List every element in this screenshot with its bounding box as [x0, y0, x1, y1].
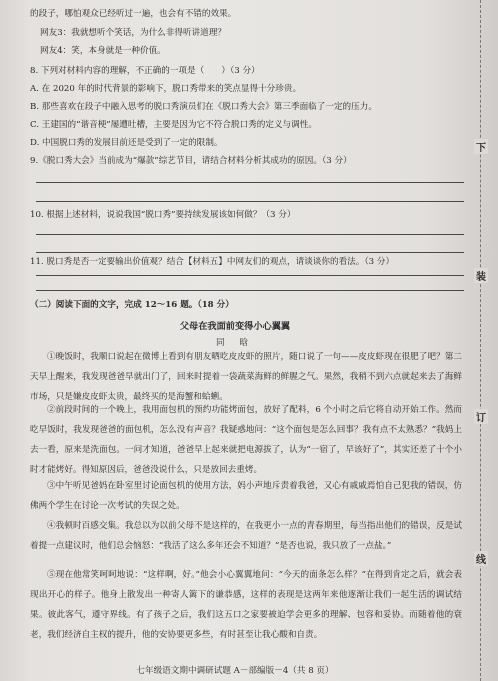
- question-8: 8. 下列对材料内容的理解，不正确的一项是（ ）（3 分）: [30, 66, 260, 76]
- binding-mark-xia: 下: [474, 139, 488, 154]
- article-paragraph-4: ④我顿时百感交集。我总以为以前父母不是这样的，在我更小一点的青春期里，每当指出他们的错误，反是试着提一点建议时，他们总会恼怒：“我活了这么多年还会不知道？”是否也说，我只放了一点盐。”: [30, 521, 462, 551]
- question-8-option-a: A. 在 2020 年的时代背景的影响下，脱口秀带来的笑点显得十分珍贵。: [30, 84, 302, 94]
- material-line-1: 的段子，哪怕观众已经听过一遍，也会有不错的效果。: [30, 9, 237, 19]
- answer-line[interactable]: [36, 290, 464, 291]
- article-paragraph-5: ⑤现在他常笑呵呵地说：“这样啊，好。”他会小心翼翼地问：“今天的面条怎么样？”在得到肯定之后，就会表现出开心的样子。他身上散发出一种寄人篱下的谦恭感，这样的表现是这两年来他逐渐让我们一起生活的调试结果。彼此客气，遵守界线。有了孩子之后，我们这五口之家要被迫学会更多的理解、包容和妥协。而随着他的衰老，我们经济自主权的提升，他的安协要更多些，有时甚至让我心酸和自责。: [30, 570, 462, 640]
- binding-line: [480, 0, 481, 681]
- question-8-option-c: C. 王建国的“谐音梗”屡遭吐槽，主要是因为它不符合脱口秀的定义与调性。: [30, 120, 317, 130]
- question-8-option-b: B. 那些喜欢在段子中融入思考的脱口秀演员们在《脱口秀大会》第三季面临了一定的压力。: [30, 102, 377, 112]
- question-8-option-d: D. 中国脱口秀的发展目前还是受到了一定的限制。: [30, 138, 223, 148]
- binding-mark-zhuang: 装: [474, 268, 488, 283]
- material-line-2: 网友3：我就想听个笑话，为什么非得听讲道理？: [40, 28, 226, 38]
- question-9: 9.《脱口秀大会》当前成为“爆款”综艺节目，请结合材料分析其成功的原因。（3 分）: [30, 156, 352, 166]
- answer-line[interactable]: [36, 252, 464, 253]
- article-author: 同 晗: [216, 338, 254, 348]
- article-title: 父母在我面前变得小心翼翼: [179, 321, 291, 332]
- answer-line[interactable]: [36, 201, 464, 202]
- article-paragraph-2: ②前段时间的一个晚上，我用面包机的预约功能烤面包，放好了配料，6 个小时之后它将自动开始工作。然而吃早饭时，我发现爸爸的面包机，怎么没有声音？我疑惑地问：“这个面包是怎么回事？我有点不太熟悉？”我妈上去一看，原来是洗面包。一问才知道，爸爸早上起来就把电源拔了，认为“一宿了，早该好了”，其实还差了十个小时才能烤好。得知原因后，爸爸没说什么，只是放回去重烤。: [30, 405, 462, 475]
- question-11: 11. 脱口秀是否一定要输出价值观？结合【材料五】中网友们的观点，请谈谈你的看法。（3 分）: [30, 257, 395, 267]
- binding-mark-xian: 线: [474, 551, 488, 566]
- answer-line[interactable]: [36, 182, 464, 183]
- question-10: 10. 根据上述材料，说说我国“脱口秀”要持续发展该如何做？（3 分）: [30, 210, 296, 220]
- page-footer: 七年级语文期中调研试题 A－部编版－4（共 8 页）: [136, 666, 334, 676]
- section-2-heading: （二）阅读下面的文字，完成 12～16 题。（18 分）: [30, 300, 234, 310]
- article-paragraph-3: ③中午听见爸妈在卧室里讨论面包机的使用方法，妈小声地斥责着我爸，又心有戚戚焉怕自己犯我的错误，仿佛两个学生在讨论一次考试的失误之处。: [30, 481, 462, 511]
- answer-line[interactable]: [36, 275, 464, 276]
- material-line-3: 网友4：笑，本身就是一种价值。: [40, 46, 166, 56]
- article-paragraph-1: ①晚饭时，我顺口说起在微博上看到有朋友晒吃皮皮虾的照片，随口说了一句——皮皮虾现在很肥了吧？第二天早上醒来，我发现爸爸早就出门了，回来时提着一袋蔬菜海鲜的鲜腥之气。果然，我稍不到六点就起来去了海鲜市场，只是嫌皮皮虾太贵，最终买的是海蟹和蛤蜊。: [30, 352, 462, 402]
- binding-mark-ding: 订: [474, 409, 488, 424]
- answer-line[interactable]: [36, 234, 464, 235]
